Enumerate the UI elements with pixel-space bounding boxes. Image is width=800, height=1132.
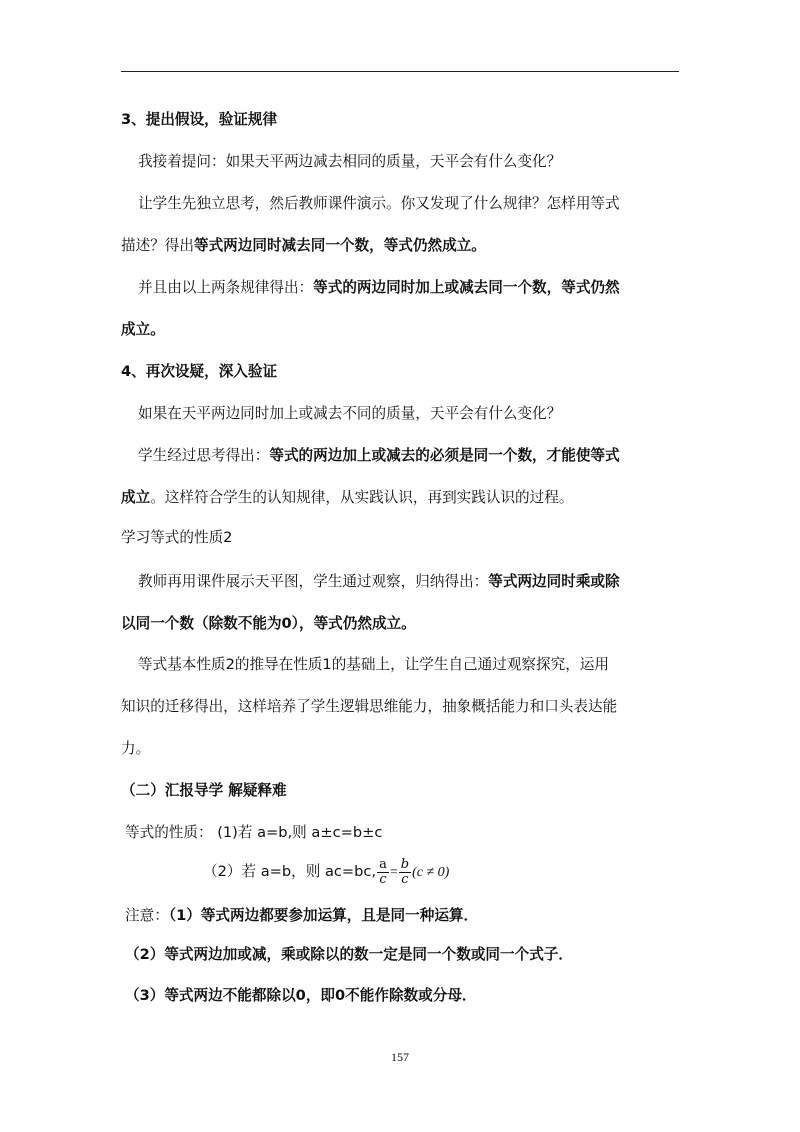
paragraph-question: 我接着提问：如果天平两边减去相同的质量，天平会有什么变化？ <box>138 153 562 170</box>
nonzero-condition: (c ≠ 0) <box>412 865 450 880</box>
paragraph-derivation-line3: 力。 <box>121 740 151 757</box>
paragraph-question-2: 如果在天平两边同时加上或减去不同的质量，天平会有什么变化？ <box>138 405 562 422</box>
fraction-a-over-c <box>377 858 389 887</box>
paragraph-student-line2 <box>121 488 573 508</box>
fraction-numerator: a <box>379 856 387 872</box>
paragraph-derivation-line1: 等式基本性质2的推导在性质1的基础上，让学生自己通过观察探究，运用 <box>138 656 609 673</box>
note-item-3: （3）等式两边不能都除以0，即0不能作除数或分母． <box>125 987 477 1004</box>
bold-rule: 等式两边同时乘或除 <box>488 573 620 590</box>
note-label: 注意： <box>125 907 169 924</box>
subheading-property-2: 学习等式的性质2 <box>121 529 233 546</box>
paragraph-demo-line2 <box>121 236 486 256</box>
equals-sign: = <box>389 865 398 880</box>
paragraph-derivation-line2: 知识的迁移得出，这样培养了学生逻辑思维能力，抽象概括能力和口头表达能 <box>121 698 618 715</box>
paragraph-demo-line1: 让学生先独立思考，然后教师课件演示。你又发现了什么规律？怎样用等式 <box>138 195 620 212</box>
header-rule <box>121 71 679 72</box>
section-heading-4: 4、再次设疑，深入验证 <box>121 363 278 380</box>
property-text: （2）若 a=b，则 ac=bc, <box>203 863 377 880</box>
page-number: 157 <box>391 1050 409 1064</box>
fraction-numerator: b <box>400 856 410 872</box>
bold-rule: 成立 <box>121 489 151 506</box>
text-run: 。这样符合学生的认知规律，从实践认识，再到实践认识的过程。 <box>150 489 574 506</box>
paragraph-student-line1 <box>138 446 620 466</box>
text-run: 教师再用课件展示天平图，学生通过观察，归纳得出： <box>138 573 489 590</box>
paragraph-conclusion-line1 <box>138 278 620 298</box>
text-run: 并且由以上两条规律得出： <box>138 279 314 296</box>
note-item-1: （1）等式两边都要参加运算，且是同一种运算． <box>168 907 479 924</box>
text-run: 学生经过思考得出： <box>138 447 270 464</box>
section-heading-3: 3、提出假设，验证规律 <box>121 111 278 128</box>
paragraph-teacher-line2: 以同一个数（除数不能为0），等式仍然成立。 <box>121 615 416 632</box>
note-item-2: （2）等式两边加或减，乘或除以的数一定是同一个数或同一个式子． <box>125 946 573 963</box>
text-run: 描述？得出 <box>121 237 194 254</box>
bold-rule: 等式的两边同时加上或减去同一个数，等式仍然 <box>313 279 620 296</box>
fraction-denominator: c <box>379 871 387 887</box>
fraction-denominator: c <box>401 871 409 887</box>
paragraph-teacher-line1 <box>138 572 620 592</box>
property-line-1: 等式的性质： (1)若 a=b,则 a±c=b±c <box>125 824 383 841</box>
fraction-b-over-c <box>399 858 411 887</box>
property-line-2 <box>203 856 449 889</box>
paragraph-conclusion-line2: 成立。 <box>121 321 165 338</box>
note-line-1 <box>125 906 478 926</box>
section-heading-report: （二）汇报导学 解疑释难 <box>121 782 287 799</box>
bold-rule: 等式的两边加上或减去的必须是同一个数，才能使等式 <box>269 447 620 464</box>
bold-rule: 等式两边同时减去同一个数，等式仍然成立。 <box>193 237 486 254</box>
